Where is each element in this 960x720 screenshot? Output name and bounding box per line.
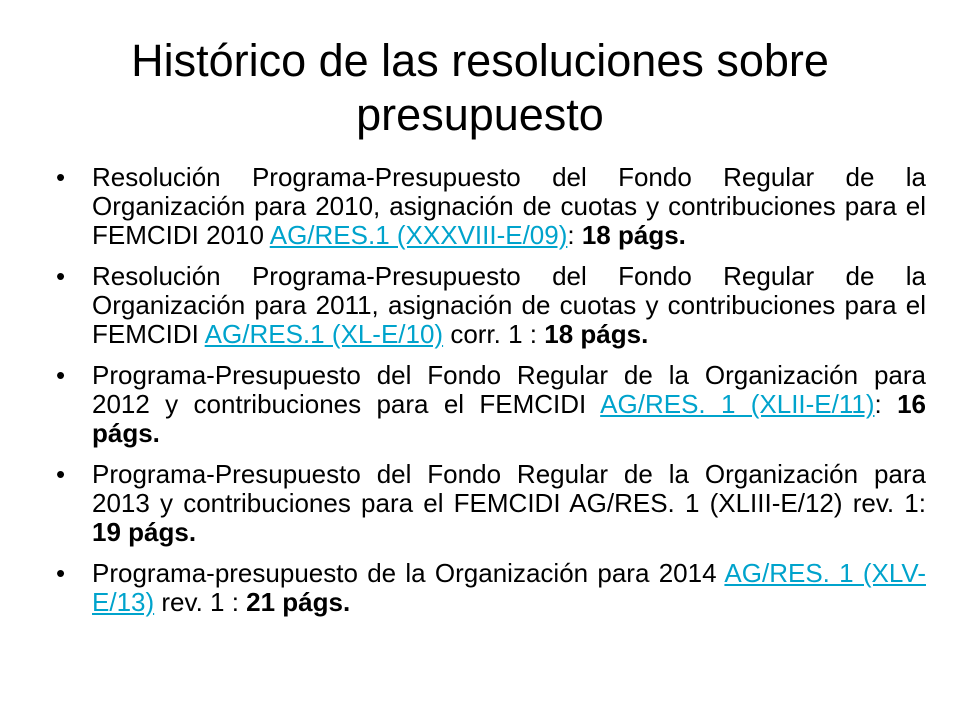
resolution-list	[56, 163, 926, 629]
list-item	[56, 361, 926, 448]
item-text: Resolución Programa-Presupuesto del Fondo Regular de la Organización para 2010, asignación de cuotas y contribuciones para el FEMCIDI 2010	[92, 162, 926, 250]
item-text: Programa-Presupuesto del Fondo Regular de la Organización para 2013 y contribuciones para el FEMCIDI AG/RES. 1 (XLIII-E/12) rev. 1:	[92, 459, 926, 518]
item-text: Programa-Presupuesto del Fondo Regular de la Organización para 2012 y contribuciones para el FEMCIDI	[92, 360, 926, 419]
resolution-link[interactable]: AG/RES. 1 (XLV-E/13)	[92, 558, 926, 617]
item-suffix: rev. 1 :	[154, 587, 247, 617]
page-title: Histórico de las resoluciones sobre presupuesto	[131, 35, 829, 140]
list-item	[56, 262, 926, 349]
resolution-link[interactable]: AG/RES.1 (XL-E/10)	[204, 319, 444, 349]
list-item	[56, 460, 926, 547]
item-suffix: :	[567, 220, 582, 250]
page-count: 18 págs.	[544, 319, 649, 349]
item-text: Programa-presupuesto de la Organización para 2014	[92, 558, 725, 588]
resolution-link[interactable]: AG/RES. 1 (XLII-E/11)	[600, 389, 875, 419]
page-count: 19 págs.	[92, 517, 197, 547]
page-count: 21 págs.	[246, 587, 351, 617]
list-item	[56, 163, 926, 250]
page-count: 16 págs.	[92, 389, 926, 448]
list-item	[56, 559, 926, 617]
item-suffix: :	[874, 389, 898, 419]
item-suffix: corr. 1 :	[443, 319, 545, 349]
page-count: 18 págs.	[581, 220, 686, 250]
resolution-link[interactable]: AG/RES.1 (XXXVIII-E/09)	[269, 220, 568, 250]
item-text: Resolución Programa-Presupuesto del Fondo Regular de la Organización para 2011, asignación de cuotas y contribuciones para el FEMCIDI	[92, 261, 926, 349]
